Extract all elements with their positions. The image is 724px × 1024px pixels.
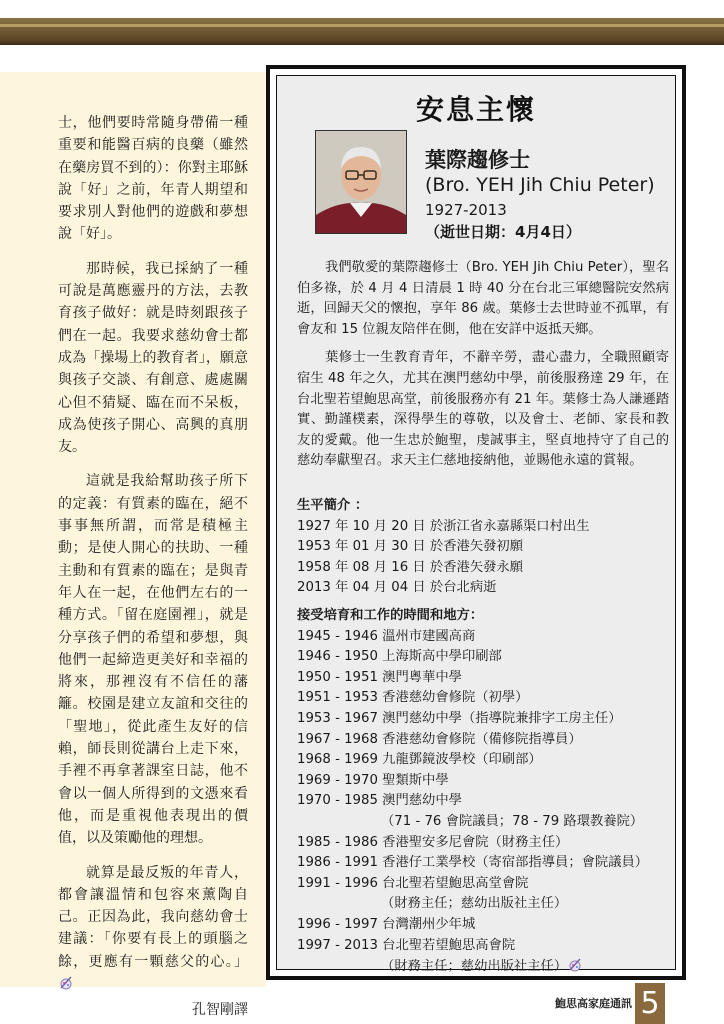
career-years: 1968 - 1969 — [297, 752, 378, 768]
career-years: 1986 - 1991 — [297, 855, 378, 871]
career-place: 香港慈幼會修院（初學） — [382, 690, 529, 706]
career-item — [297, 688, 677, 709]
obituary-box — [266, 65, 686, 980]
career-item — [297, 833, 677, 854]
publication-name: 鮑思高家庭通訊 — [555, 997, 632, 1010]
article-continuation — [58, 112, 248, 1022]
name-chinese: 葉際趨修士 — [425, 148, 530, 172]
name-english: (Bro. YEH Jih Chiu Peter) — [425, 174, 655, 196]
career-place: 香港慈幼會修院（備修院指導員） — [382, 731, 582, 747]
career-years: 1997 - 2013 — [297, 937, 378, 953]
career-place: 台灣潮州少年城 — [382, 916, 476, 932]
obituary-inner — [276, 75, 676, 975]
career-years: 1991 - 1996 — [297, 875, 378, 891]
career-item — [297, 853, 677, 874]
career-item — [297, 791, 677, 812]
bio-item: 1958 年 08 月 16 日 於香港矢發永願 — [297, 559, 524, 575]
career-item — [297, 750, 677, 771]
career-item — [297, 647, 677, 668]
obituary-paragraph-2: 葉修士一生教育青年，不辭辛勞，盡心盡力，全職照顧寄宿生 48 年之久，尤其在澳門慈幼中學，前後服務達 29 年，在台北聖若望鮑思高堂，前後服務亦有 21 年。葉修士為人謙遜踏實、勤謹樸素，深得學生的尊敬，以及會士、老師、家長和教友的愛戴。他一生忠於鮑聖，虔誠事主，堅貞地持守了自己的慈幼奉獻聖召。求天主仁慈地接納他，並賜他永遠的賞報。 — [297, 350, 669, 469]
career-years: 1970 - 1985 — [297, 793, 378, 809]
bio-item: 2013 年 04 月 04 日 於台北病逝 — [297, 580, 497, 596]
career-place: 台北聖若望鮑思高堂會院 — [382, 875, 529, 891]
career-years: 1996 - 1997 — [297, 916, 378, 932]
career-place: 澳門慈幼中學（指導院兼排字工房主任） — [382, 710, 622, 726]
quill-icon — [567, 956, 583, 972]
career-item — [297, 771, 677, 792]
life-years: 1927-2013 — [425, 201, 507, 219]
career-note: （財務主任；慈幼出版社主任） — [381, 896, 568, 912]
career-place: 香港仔工業學校（寄宿部指導員；會院議員） — [382, 855, 649, 871]
career-item — [297, 874, 677, 895]
death-date: （逝世日期：4月4日） — [425, 223, 581, 241]
left-paragraph-2: 那時候，我已採納了一種可說是萬應靈丹的方法，去教育孩子做好：就是時刻跟孩子們在一起。我要求慈幼會士都成為「操場上的教育者」，願意與孩子交談、有創意、處處關心但不猜疑、臨在而不呆板，成為使孩子開心、高興的真朋友。 — [58, 260, 248, 456]
career-place: 香港聖安多尼會院（財務主任） — [382, 834, 569, 850]
portrait-illustration — [316, 131, 406, 233]
career-place: 澳門粵華中學 — [382, 669, 462, 685]
header-stripe — [0, 24, 724, 27]
obituary-title: 安息主懷 — [415, 93, 536, 126]
career-years: 1950 - 1951 — [297, 669, 378, 685]
career-item — [297, 627, 677, 648]
career-item — [297, 668, 677, 689]
career-years: 1967 - 1968 — [297, 731, 378, 747]
obituary-body — [297, 258, 669, 480]
career-years: 1951 - 1953 — [297, 690, 378, 706]
left-paragraph-4-wrap — [58, 862, 248, 996]
career-note-wrap — [297, 956, 677, 978]
career-years: 1946 - 1950 — [297, 649, 378, 665]
career-place: 上海斯高中學印刷部 — [382, 649, 502, 665]
career-place: 聖類斯中學 — [382, 772, 449, 788]
career-item — [297, 936, 677, 957]
career-years: 1985 - 1986 — [297, 834, 378, 850]
career-place: 九龍鄧鏡波學校（印刷部） — [382, 752, 542, 768]
career-section — [297, 606, 677, 978]
career-item — [297, 709, 677, 730]
career-item — [297, 730, 677, 751]
translator-credit: 孔智剛譯 — [192, 1002, 248, 1019]
header-band — [0, 0, 724, 45]
left-paragraph-1: 士，他們要時常隨身帶備一種重要和能醫百病的良藥（雖然在藥房買不到的）：你對主耶穌說「好」之前，年青人期望和要求別人對他們的遊戲和夢想說「好」。 — [58, 115, 248, 243]
bio-section — [297, 496, 677, 599]
career-item — [297, 915, 677, 936]
career-place: 溫州市建國高商 — [382, 628, 476, 644]
career-years: 1969 - 1970 — [297, 772, 378, 788]
career-note: （財務主任；慈幼出版社主任） — [381, 959, 568, 975]
career-years: 1953 - 1967 — [297, 710, 378, 726]
career-note: （71 - 76 會院議員；78 - 79 路環教養院） — [381, 813, 644, 829]
obituary-paragraph-1: 我們敬愛的葉際趨修士（Bro. YEH Jih Chiu Peter），聖名伯多祿，於 4 月 4 日清晨 1 時 40 分在台北三軍總醫院安然病逝，回歸天父的懷抱，享年 86 歲。葉修士去世時並不孤單，有會友和 15 位親友陪伴在側，他在安詳中返抵天鄉。 — [297, 260, 669, 337]
left-paragraph-3: 這就是我給幫助孩子所下的定義：有質素的臨在，絕不事事無所謂，而常是積極主動；是使人開心的扶助、一種主動和有質素的臨在；是與青年人在一起，在他們左右的一種方式。「留在庭園裡」，就是分享孩子們的希望和夢想，與他們一起締造更美好和幸福的將來，那裡沒有不信任的藩籬。校園是建立友誼和交往的「聖地」，從此產生友好的信賴，師長則從講台上走下來，手裡不再拿著課室日誌，他不會以一個人所得到的文憑來看他，而是重視他表現出的價值，以及策勵他的理想。 — [58, 473, 248, 847]
portrait-photo — [315, 130, 407, 234]
career-place: 澳門慈幼中學 — [382, 793, 462, 809]
career-place: 台北聖若望鮑思高會院 — [382, 937, 516, 953]
career-heading: 接受培育和工作的時間和地方： — [297, 608, 484, 623]
bio-item: 1927 年 10 月 20 日 於浙江省永嘉縣渠口村出生 — [297, 518, 590, 534]
career-years: 1945 - 1946 — [297, 628, 378, 644]
bio-item: 1953 年 01 月 30 日 於香港矢發初願 — [297, 539, 524, 555]
quill-icon — [58, 974, 74, 990]
bio-heading: 生平簡介 ： — [297, 498, 369, 513]
left-paragraph-4: 就算是最反叛的年青人，都會讓溫情和包容來薰陶自己。正因為此，我向慈幼會士建議：「你要有長上的頭腦之餘，更應有一顆慈父的心。」 — [58, 864, 248, 970]
page-number: 5 — [635, 983, 665, 1024]
